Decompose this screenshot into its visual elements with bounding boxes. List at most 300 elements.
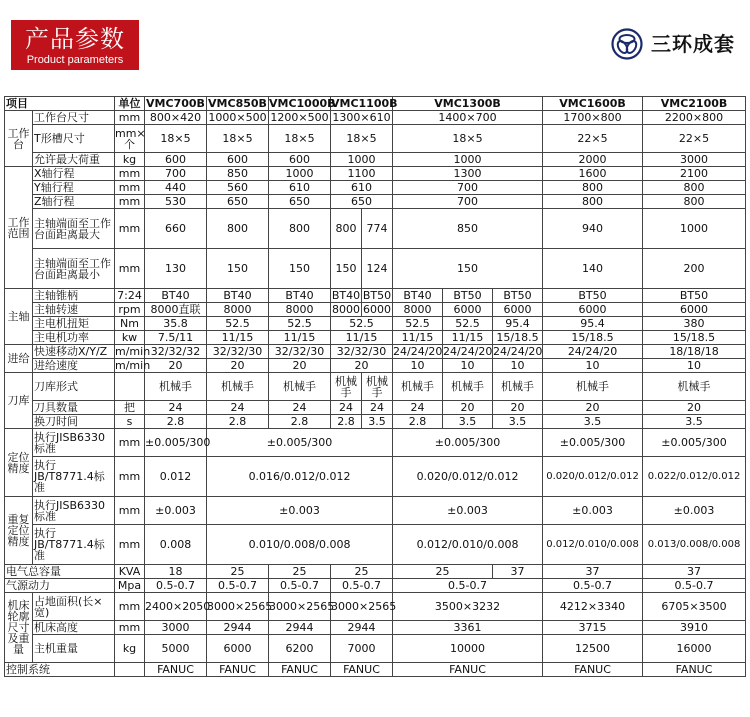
cell: 15/18.5 bbox=[643, 331, 746, 345]
cell: 700 bbox=[145, 167, 207, 181]
row-unit: KVA bbox=[115, 565, 145, 579]
cell: BT50 bbox=[643, 289, 746, 303]
cell: 6200 bbox=[269, 635, 331, 663]
cell: 52.5 bbox=[207, 317, 269, 331]
cell: 124 bbox=[362, 249, 393, 289]
row-label: 进给速度 bbox=[33, 359, 115, 373]
row-unit: kw bbox=[115, 331, 145, 345]
cell: 11/15 bbox=[207, 331, 269, 345]
cell: 1700×800 bbox=[543, 111, 643, 125]
cell: 1300×610 bbox=[332, 111, 391, 124]
row-unit: mm bbox=[115, 209, 145, 249]
cell: 24 bbox=[362, 401, 393, 415]
cell: 机械手 bbox=[362, 373, 393, 401]
table-row bbox=[5, 345, 746, 359]
cell: 3.5 bbox=[362, 415, 393, 429]
cell: 机械手 bbox=[331, 373, 362, 401]
table-row bbox=[5, 497, 746, 525]
table-row bbox=[5, 415, 746, 429]
cell: 20 bbox=[269, 359, 331, 373]
row-label: Z轴行程 bbox=[33, 195, 115, 209]
header-vmc850b: VMC850B bbox=[208, 97, 267, 110]
cell: 18/18/18 bbox=[643, 345, 746, 359]
cell: 150 bbox=[207, 249, 269, 289]
header-vmc2100b: VMC2100B bbox=[643, 97, 746, 111]
row-label: 主轴端面至工作台面距离最大 bbox=[33, 209, 115, 249]
table-row bbox=[5, 249, 746, 289]
cell: 机械手 bbox=[443, 373, 493, 401]
cell: 2000 bbox=[543, 153, 643, 167]
cell: 7000 bbox=[331, 635, 393, 663]
cell: ±0.003 bbox=[393, 497, 543, 525]
row-unit: m/min bbox=[115, 359, 151, 372]
row-unit: mm bbox=[115, 497, 145, 525]
cell: ±0.003 bbox=[207, 497, 393, 525]
cell: 0.020/0.012/0.012 bbox=[393, 457, 543, 497]
cell: 1400×700 bbox=[393, 111, 543, 125]
group-label: 刀库 bbox=[5, 373, 33, 429]
cell: 3000 bbox=[145, 621, 207, 635]
cell: 8000 bbox=[332, 303, 360, 316]
cell: 18 bbox=[145, 565, 207, 579]
cell: 1000×500 bbox=[208, 111, 267, 124]
cell: 774 bbox=[362, 209, 393, 249]
cell: 11/15 bbox=[393, 331, 443, 345]
row-unit: mm bbox=[115, 111, 145, 125]
cell: 11/15 bbox=[443, 331, 493, 345]
cell: FANUC bbox=[393, 663, 543, 677]
row-label: 执行JB/T8771.4标准 bbox=[33, 457, 115, 497]
row-label: 刀库形式 bbox=[33, 373, 115, 401]
cell: 800 bbox=[543, 181, 643, 195]
cell: 0.016/0.012/0.012 bbox=[207, 457, 393, 497]
row-label: 机床高度 bbox=[33, 621, 115, 635]
cell: 18×5 bbox=[393, 125, 543, 153]
cell: 52.5 bbox=[443, 317, 493, 331]
row-unit: mm bbox=[115, 621, 145, 635]
cell: FANUC bbox=[331, 663, 393, 677]
cell: 24/24/20 bbox=[493, 345, 543, 358]
cell: BT40 bbox=[331, 289, 361, 302]
cell: 3000×2565 bbox=[269, 593, 331, 621]
row-label: 工作台尺寸 bbox=[33, 111, 115, 125]
table-row bbox=[5, 457, 746, 497]
cell: 530 bbox=[145, 195, 207, 209]
cell: 2.8 bbox=[393, 415, 443, 429]
table-row bbox=[5, 331, 746, 345]
cell: 610 bbox=[269, 181, 331, 195]
cell: 0.5-0.7 bbox=[145, 579, 207, 593]
cell: 20 bbox=[207, 359, 269, 373]
cell: 8000 bbox=[207, 303, 269, 317]
cell: 940 bbox=[543, 209, 643, 249]
row-unit: mm bbox=[115, 249, 145, 289]
header-vmc700b: VMC700B bbox=[146, 97, 205, 110]
cell: 650 bbox=[331, 195, 393, 209]
row-label: 执行JB/T8771.4标准 bbox=[33, 525, 115, 565]
cell: 0.5-0.7 bbox=[643, 579, 746, 593]
cell: BT50 bbox=[443, 289, 493, 303]
cell: 35.8 bbox=[145, 317, 207, 331]
table-row bbox=[5, 167, 746, 181]
cell: 2.8 bbox=[331, 415, 362, 429]
row-unit: 把 bbox=[115, 401, 145, 415]
group-label: 进给 bbox=[5, 345, 33, 373]
cell: 15/18.5 bbox=[543, 331, 643, 345]
cell: 6000 bbox=[443, 303, 493, 317]
cell: ±0.005/300 bbox=[207, 429, 393, 457]
cell: FANUC bbox=[543, 663, 643, 677]
cell: 8000直联 bbox=[145, 303, 207, 317]
cell: 600 bbox=[207, 153, 269, 167]
cell: 32/32/30 bbox=[331, 345, 393, 359]
cell: 380 bbox=[643, 317, 746, 331]
brand-name: 三环成套 bbox=[651, 32, 735, 56]
cell: 3500×3232 bbox=[393, 593, 543, 621]
table-row bbox=[5, 289, 746, 303]
cell: 850 bbox=[207, 167, 269, 181]
cell: 800 bbox=[207, 209, 269, 249]
row-label: 执行JISB6330标准 bbox=[33, 429, 115, 457]
row-label: 主机重量 bbox=[33, 635, 115, 663]
spec-table bbox=[4, 96, 746, 677]
header-vmc1100b: VMC1100B bbox=[331, 97, 398, 110]
cell: FANUC bbox=[643, 663, 746, 677]
cell: 10 bbox=[443, 359, 493, 373]
cell: 32/32/32 bbox=[145, 345, 207, 359]
cell: 0.5-0.7 bbox=[331, 579, 393, 593]
group-label: 主轴 bbox=[5, 289, 33, 345]
cell: 0.5-0.7 bbox=[207, 579, 269, 593]
cell: 140 bbox=[543, 249, 643, 289]
cell: 3910 bbox=[643, 621, 746, 635]
cell: 3.5 bbox=[493, 415, 543, 429]
cell: 24 bbox=[269, 401, 331, 415]
cell: 560 bbox=[207, 181, 269, 195]
row-unit: kg bbox=[115, 153, 145, 167]
cell: 3000×2565 bbox=[207, 593, 269, 621]
row-label: Y轴行程 bbox=[33, 181, 115, 195]
cell: 25 bbox=[269, 565, 331, 579]
cell: ±0.003 bbox=[643, 497, 746, 525]
row-label: 换刀时间 bbox=[33, 415, 115, 429]
table-row bbox=[5, 153, 746, 167]
cell: 18×5 bbox=[269, 125, 331, 153]
cell: 2.8 bbox=[207, 415, 269, 429]
row-label: 主轴锥柄 bbox=[33, 289, 115, 303]
cell: 0.5-0.7 bbox=[543, 579, 643, 593]
cell: 610 bbox=[331, 181, 393, 195]
cell: 52.5 bbox=[331, 317, 393, 331]
header-vmc1000b: VMC1000B bbox=[269, 97, 336, 110]
header-vmc1600b: VMC1600B bbox=[543, 97, 643, 111]
cell: 150 bbox=[269, 249, 331, 289]
cell: FANUC bbox=[145, 663, 207, 677]
cell: 3.5 bbox=[443, 415, 493, 429]
cell: 24/24/20 bbox=[543, 345, 643, 359]
cell: 25 bbox=[207, 565, 269, 579]
cell: 2.8 bbox=[269, 415, 331, 429]
cell: 10 bbox=[493, 359, 543, 373]
row-label: 控制系统 bbox=[5, 663, 115, 677]
cell: 10 bbox=[543, 359, 643, 373]
cell: 5000 bbox=[145, 635, 207, 663]
cell: 32/32/30 bbox=[207, 345, 269, 359]
cell: 200 bbox=[643, 249, 746, 289]
brand-logo-icon bbox=[611, 28, 643, 60]
cell: 15/18.5 bbox=[493, 331, 543, 345]
cell: 20 bbox=[543, 401, 643, 415]
cell: 24 bbox=[331, 401, 362, 415]
group-label: 工作台 bbox=[5, 111, 33, 167]
cell: 0.5-0.7 bbox=[393, 579, 543, 593]
table-row bbox=[5, 525, 746, 565]
group-label: 重复定位精度 bbox=[5, 497, 33, 565]
row-unit: mm×个 bbox=[115, 126, 146, 151]
row-unit: s bbox=[115, 415, 145, 429]
cell: 850 bbox=[393, 209, 543, 249]
cell: 20 bbox=[643, 401, 746, 415]
cell: 800 bbox=[331, 209, 362, 249]
cell: 22×5 bbox=[543, 125, 643, 153]
table-row bbox=[5, 181, 746, 195]
row-unit: Mpa bbox=[115, 579, 145, 593]
cell: 24 bbox=[393, 401, 443, 415]
cell: 1000 bbox=[393, 153, 543, 167]
cell: 24/24/20 bbox=[393, 345, 443, 358]
cell: 20 bbox=[331, 359, 393, 373]
cell: 0.012 bbox=[145, 457, 207, 497]
cell: 18×5 bbox=[145, 125, 207, 153]
cell: 800 bbox=[643, 181, 746, 195]
cell: 1000 bbox=[269, 167, 331, 181]
row-unit bbox=[115, 373, 145, 401]
cell: 机械手 bbox=[207, 373, 269, 401]
cell: 3000 bbox=[643, 153, 746, 167]
cell: 2944 bbox=[269, 621, 331, 635]
cell: 1000 bbox=[331, 153, 393, 167]
cell: 18×5 bbox=[207, 125, 269, 153]
cell: 0.012/0.010/0.008 bbox=[393, 525, 543, 565]
cell: ±0.005/300 bbox=[145, 429, 207, 457]
cell: 10 bbox=[393, 359, 443, 373]
cell: 3.5 bbox=[543, 415, 643, 429]
row-unit: mm bbox=[115, 525, 145, 565]
cell: 0.008 bbox=[145, 525, 207, 565]
cell: 24 bbox=[145, 401, 207, 415]
table-row bbox=[5, 359, 746, 373]
cell: 22×5 bbox=[643, 125, 746, 153]
cell: 10000 bbox=[393, 635, 543, 663]
row-unit: Nm bbox=[115, 317, 145, 331]
row-label: 主轴转速 bbox=[33, 303, 115, 317]
cell: 440 bbox=[145, 181, 207, 195]
cell: 52.5 bbox=[393, 317, 443, 331]
cell: 0.020/0.012/0.012 bbox=[543, 457, 643, 497]
cell: 6705×3500 bbox=[643, 593, 746, 621]
cell: 150 bbox=[393, 249, 543, 289]
table-row bbox=[5, 429, 746, 457]
section-title: 产品参数 bbox=[25, 25, 125, 53]
row-unit: rpm bbox=[115, 303, 145, 317]
cell: 机械手 bbox=[543, 373, 643, 401]
cell: 11/15 bbox=[331, 331, 393, 345]
section-subtitle: Product parameters bbox=[26, 54, 124, 66]
cell: 1000 bbox=[643, 209, 746, 249]
cell: 16000 bbox=[643, 635, 746, 663]
table-row bbox=[5, 635, 746, 663]
table-row bbox=[5, 579, 746, 593]
table-row bbox=[5, 125, 746, 153]
cell: 20 bbox=[145, 359, 207, 373]
row-unit: mm bbox=[115, 457, 145, 497]
row-label: 快速移动X/Y/Z bbox=[33, 345, 115, 359]
cell: BT50 bbox=[493, 289, 543, 303]
row-label: 主轴端面至工作台面距离最小 bbox=[33, 249, 115, 289]
cell: 8000 bbox=[393, 303, 443, 317]
cell: BT40 bbox=[207, 289, 269, 303]
cell: 20 bbox=[493, 401, 543, 415]
cell: 4212×3340 bbox=[543, 593, 643, 621]
cell: 1300 bbox=[393, 167, 543, 181]
row-unit: mm bbox=[115, 593, 145, 621]
cell: 600 bbox=[145, 153, 207, 167]
cell: 130 bbox=[145, 249, 207, 289]
row-label: 电气总容量 bbox=[5, 565, 115, 579]
cell: 11/15 bbox=[269, 331, 331, 345]
row-label: 占地面积(长×宽) bbox=[33, 593, 115, 621]
row-unit bbox=[115, 663, 145, 677]
cell: 95.4 bbox=[543, 317, 643, 331]
table-row bbox=[5, 621, 746, 635]
cell: BT40 bbox=[269, 289, 331, 303]
cell: FANUC bbox=[207, 663, 269, 677]
cell: 3.5 bbox=[643, 415, 746, 429]
cell: 700 bbox=[393, 195, 543, 209]
cell: ±0.005/300 bbox=[643, 429, 746, 457]
group-label: 定位精度 bbox=[5, 429, 33, 497]
cell: 800×420 bbox=[145, 111, 207, 125]
row-unit: 7:24 bbox=[115, 289, 145, 303]
row-label: T形槽尺寸 bbox=[33, 125, 115, 153]
cell: 660 bbox=[145, 209, 207, 249]
cell: 机械手 bbox=[145, 373, 207, 401]
cell: ±0.003 bbox=[145, 497, 207, 525]
group-label: 机床轮廓尺寸及重量 bbox=[5, 593, 33, 663]
cell: 2.8 bbox=[145, 415, 207, 429]
cell: 8000 bbox=[269, 303, 331, 317]
cell: 24/24/20 bbox=[443, 345, 493, 358]
cell: 1600 bbox=[543, 167, 643, 181]
row-label: X轴行程 bbox=[33, 167, 115, 181]
row-unit: mm bbox=[115, 195, 145, 209]
cell: 7.5/11 bbox=[145, 331, 207, 345]
table-row bbox=[5, 111, 746, 125]
cell: BT40 bbox=[393, 289, 443, 303]
row-label: 允许最大荷重 bbox=[33, 153, 115, 167]
row-unit: mm bbox=[115, 167, 145, 181]
cell: 32/32/30 bbox=[269, 345, 331, 359]
cell: 2200×800 bbox=[643, 111, 746, 125]
cell: 800 bbox=[543, 195, 643, 209]
cell: 0.022/0.012/0.012 bbox=[643, 457, 746, 497]
cell: ±0.003 bbox=[543, 497, 643, 525]
cell: 12500 bbox=[543, 635, 643, 663]
cell: 2944 bbox=[207, 621, 269, 635]
header-item: 项目 bbox=[5, 97, 115, 111]
table-row bbox=[5, 663, 746, 677]
table-row bbox=[5, 565, 746, 579]
cell: 机械手 bbox=[269, 373, 331, 401]
header-vmc1300b: VMC1300B bbox=[393, 97, 543, 111]
header-unit: 单位 bbox=[115, 97, 145, 111]
cell: 2400×2050 bbox=[145, 593, 207, 621]
table-row bbox=[5, 401, 746, 415]
cell: BT50 bbox=[543, 289, 643, 303]
row-label: 主电机扭矩 bbox=[33, 317, 115, 331]
cell: 0.010/0.008/0.008 bbox=[207, 525, 393, 565]
brand-logo bbox=[611, 28, 741, 58]
cell: 0.012/0.010/0.008 bbox=[543, 525, 643, 565]
group-label: 工作范围 bbox=[5, 167, 33, 289]
cell: 37 bbox=[543, 565, 643, 579]
cell: 150 bbox=[331, 249, 362, 289]
cell: 25 bbox=[393, 565, 493, 579]
row-unit: kg bbox=[115, 635, 145, 663]
cell: 2944 bbox=[331, 621, 393, 635]
cell: 24 bbox=[207, 401, 269, 415]
cell: 0.5-0.7 bbox=[269, 579, 331, 593]
table-row bbox=[5, 209, 746, 249]
cell: 37 bbox=[643, 565, 746, 579]
cell: ±0.005/300 bbox=[393, 429, 543, 457]
cell: 800 bbox=[643, 195, 746, 209]
row-label: 刀具数量 bbox=[33, 401, 115, 415]
cell: 6000 bbox=[363, 303, 391, 316]
section-title-banner bbox=[11, 20, 139, 70]
table-row bbox=[5, 593, 746, 621]
row-unit: m/min bbox=[115, 345, 151, 358]
cell: ±0.005/300 bbox=[543, 429, 643, 457]
cell: BT40 bbox=[145, 289, 207, 303]
cell: 3000×2565 bbox=[331, 593, 393, 621]
cell: 600 bbox=[269, 153, 331, 167]
cell: 700 bbox=[393, 181, 543, 195]
page-header bbox=[0, 0, 750, 90]
cell: 3715 bbox=[543, 621, 643, 635]
cell: 37 bbox=[493, 565, 543, 579]
table-row bbox=[5, 195, 746, 209]
cell: 6000 bbox=[207, 635, 269, 663]
cell: 0.013/0.008/0.008 bbox=[643, 525, 746, 565]
cell: 6000 bbox=[493, 303, 543, 317]
cell: BT50 bbox=[362, 289, 392, 302]
table-header-row bbox=[5, 97, 746, 111]
cell: 25 bbox=[331, 565, 393, 579]
cell: 10 bbox=[643, 359, 746, 373]
cell: 6000 bbox=[543, 303, 643, 317]
cell: 18×5 bbox=[331, 125, 393, 153]
cell: 800 bbox=[269, 209, 331, 249]
cell: 52.5 bbox=[269, 317, 331, 331]
cell: 机械手 bbox=[493, 373, 543, 401]
table-row bbox=[5, 317, 746, 331]
table-row bbox=[5, 373, 746, 401]
cell: 650 bbox=[269, 195, 331, 209]
cell: 650 bbox=[207, 195, 269, 209]
row-unit: mm bbox=[115, 181, 145, 195]
cell: 机械手 bbox=[643, 373, 746, 401]
